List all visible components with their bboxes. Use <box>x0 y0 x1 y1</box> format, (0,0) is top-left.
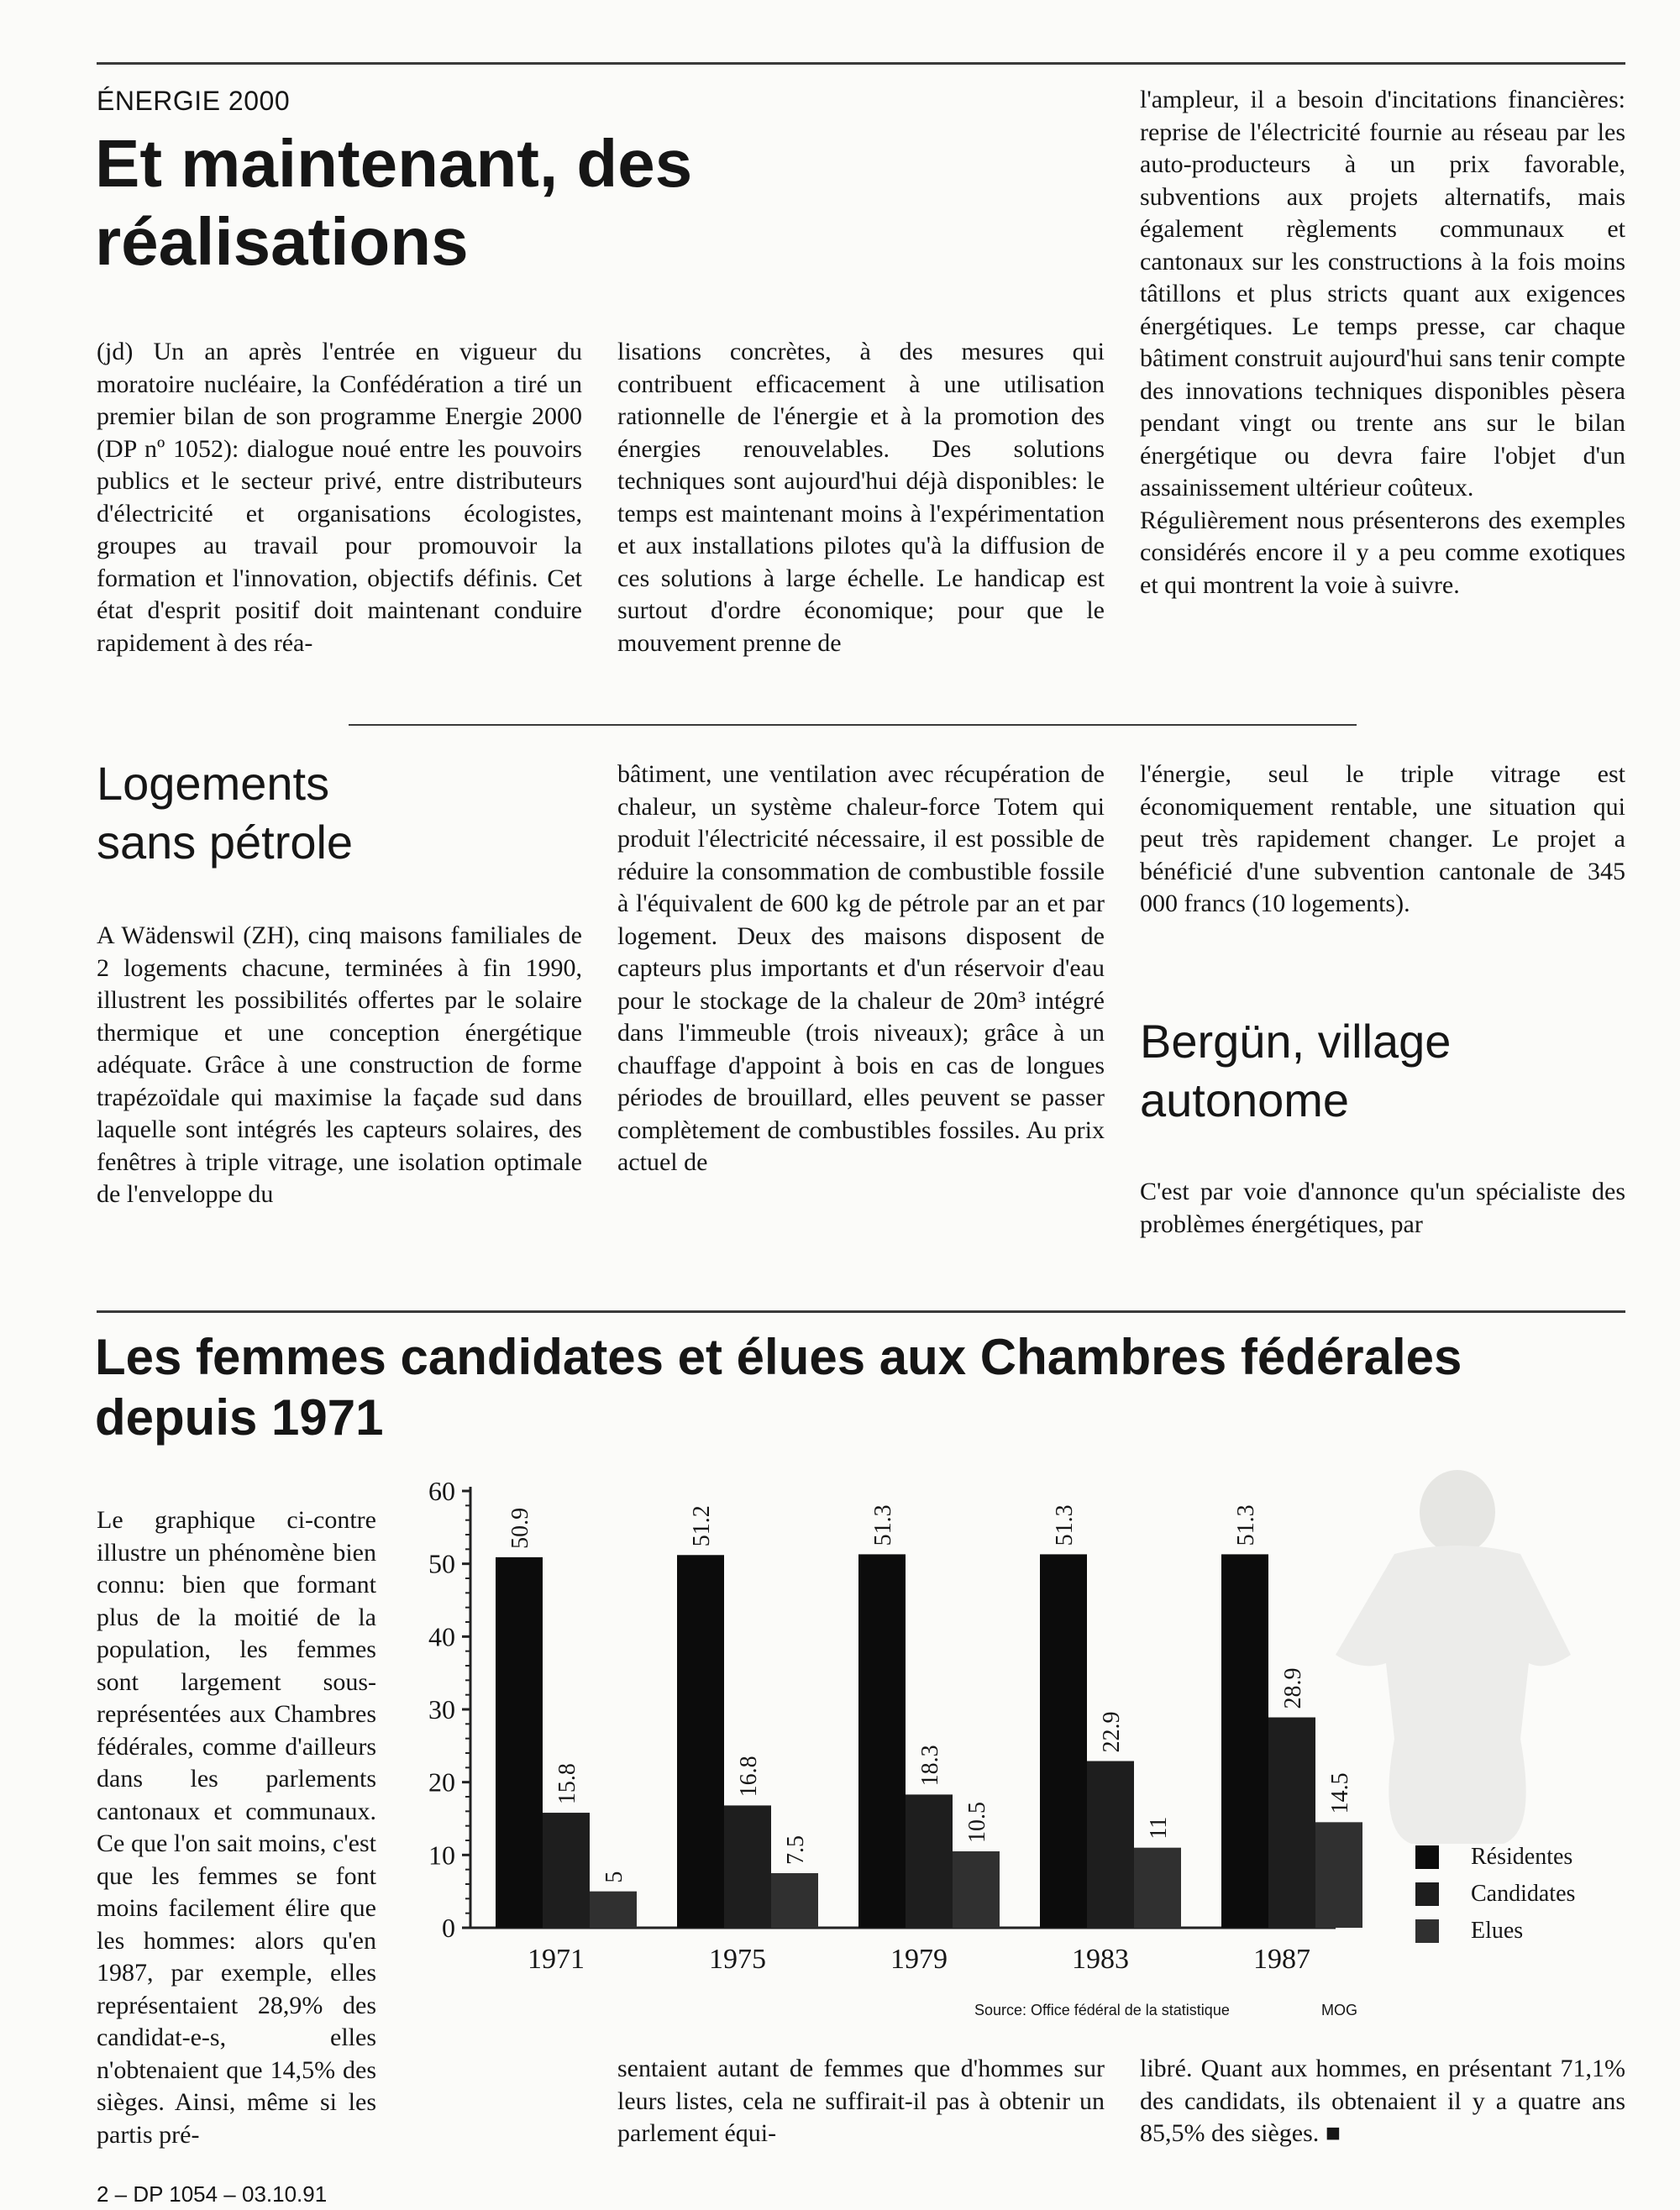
bar-value-label: 5 <box>601 1871 627 1883</box>
y-tick-label: 60 <box>428 1476 455 1506</box>
legend-item-residentes <box>1415 1844 1572 1871</box>
bar-rsidentes-1971 <box>496 1557 543 1928</box>
legend-swatch-candidates <box>1415 1882 1439 1906</box>
article2-column2 <box>617 759 1105 1179</box>
article4-sidebar <box>97 1504 376 2151</box>
article4-column2 <box>617 2053 1105 2150</box>
article1-col3-p2: Régulièrement nous présenterons des exemples considérés encore il y a peu comme exotiques et qui montrent la voie à suivre. <box>1140 506 1625 599</box>
logements-title-line2: sans pétrole <box>97 816 354 869</box>
bar-value-label: 18.3 <box>917 1745 943 1787</box>
bar-value-label: 16.8 <box>736 1756 762 1798</box>
article4-col2-text: sentaient autant de femmes que d'hommes sur leurs listes, cela ne suffirait-il pas à obtenir un parlement équi- <box>617 2055 1105 2147</box>
article2-col2-text: bâtiment, une ventilation avec récupération de chaleur, un système chaleur-force Totem qui produit l'électricité nécessaire, il est possible de réduire la consommation de combustible fossile à l'équivalent de 600 kg de pétrole par an et par logement. Deux des maisons disposent de capteurs plus importants et d'un réservoir d'eau pour le stockage de la chaleur de 20m³ intégré dans l'immeuble (trois niveaux); grâce à un chauffage d'appoint à bois en cas de longues périodes de brouillard, elles peuvent se passer complètement de combustibles fossiles. Au prix actuel de <box>617 760 1105 1176</box>
middle-rule <box>349 724 1357 726</box>
legend-swatch-elues <box>1415 1919 1439 1943</box>
legend-label-candidates: Candidates <box>1471 1881 1576 1907</box>
bar-value-label: 51.3 <box>1052 1504 1078 1546</box>
article1-column1 <box>97 336 582 659</box>
bar-value-label: 10.5 <box>964 1802 990 1843</box>
article1-col1-text: (jd) Un an après l'entrée en vigueur du moratoire nucléaire, la Confédération a tiré un premier bilan de son programme Energie 2000 (DP nº 1052): dialogue noué entre les pouvoirs publics et le secteur privé, entre distributeurs d'électricité et organisations écologistes, groupes au travail pour promouvoir la formation et l'innovation, objectifs définis. Cet état d'esprit positif doit maintenant conduire rapidement à des réa- <box>97 338 582 657</box>
bar-value-label: 51.3 <box>1233 1504 1259 1546</box>
bar-elues-1983 <box>1134 1848 1181 1928</box>
legend-item-candidates <box>1415 1881 1575 1908</box>
bar-value-label: 14.5 <box>1327 1772 1353 1814</box>
y-tick-label: 0 <box>442 1913 455 1943</box>
chart-source: Source: Office fédéral de la statistique <box>974 2002 1230 2018</box>
y-tick-label: 30 <box>428 1694 455 1724</box>
y-tick-label: 40 <box>428 1621 455 1652</box>
x-tick-label: 1971 <box>528 1944 585 1975</box>
article2-column3 <box>1140 759 1625 921</box>
bar-candidates-1983 <box>1087 1761 1134 1928</box>
bar-value-label: 50.9 <box>507 1507 533 1549</box>
article-title-line1: Et maintenant, des <box>95 126 693 201</box>
y-tick-label: 20 <box>428 1766 455 1798</box>
page-footer: 2 – DP 1054 – 03.10.91 <box>97 2181 328 2207</box>
article2-col3-text: l'énergie, seul le triple vitrage est économiquement rentable, une situation qui peut très rapidement changer. Le projet a bénéficié d'une subvention cantonale de 345 000 francs (10 logements). <box>1140 760 1625 917</box>
article1-column3 <box>1140 84 1625 601</box>
section-kicker: ÉNERGIE 2000 <box>97 86 291 116</box>
bergun-title-line1: Bergün, village <box>1140 1015 1452 1068</box>
bar-elues-1971 <box>590 1892 637 1928</box>
article-title-line2: réalisations <box>95 204 469 279</box>
bar-value-label: 22.9 <box>1099 1711 1125 1753</box>
article1-col3-p1: l'ampleur, il a besoin d'incitations financières: reprise de l'électricité fournie au réseau par les auto-producteurs à un prix favorable, subventions aux projets alternatifs, mais également règlements communaux et cantonaux sur les constructions à la fois moins tâtillons et plus stricts quant aux exigences énergétiques. Le temps presse, car chaque bâtiment construit aujourd'hui sans tenir compte des innovations techniques disponibles pèsera pendant vingt ou trente ans sur le bilan énergétique ou devra faire l'objet d'un assainissement ultérieur coûteux. <box>1140 86 1625 501</box>
bar-candidates-1971 <box>543 1813 590 1928</box>
bar-candidates-1979 <box>906 1794 953 1928</box>
bar-rsidentes-1975 <box>677 1555 724 1928</box>
bar-elues-1975 <box>771 1873 818 1928</box>
femmes-title-line2: depuis 1971 <box>95 1389 384 1446</box>
article-title <box>95 124 692 281</box>
bar-value-label: 11 <box>1146 1816 1172 1840</box>
bar-chart <box>395 1466 1680 2037</box>
bar-candidates-1975 <box>724 1805 771 1928</box>
y-tick-label: 50 <box>428 1548 455 1579</box>
lower-rule <box>97 1310 1625 1313</box>
bergun-title-line2: autonome <box>1140 1074 1350 1126</box>
x-tick-label: 1983 <box>1072 1944 1129 1975</box>
article3-text: C'est par voie d'annonce qu'un spécialiste des problèmes énergétiques, par <box>1140 1178 1625 1238</box>
chart-credit: MOG <box>1321 2002 1357 2018</box>
article4-col3-text: libré. Quant aux hommes, en présentant 71,1% des candidats, ils obtenaient il y a quatre ans 85,5% des sièges. ■ <box>1140 2055 1625 2147</box>
article4-sidebar-text: Le graphique ci-contre illustre un phénomène bien connu: bien que formant plus de la moitié de la population, les femmes sont largement sous-représentées aux Chambres fédérales, comme d'ailleurs dans les parlements cantonaux et communaux. Ce que l'on sait moins, c'est que les femmes se font moins facilement élire que les hommes: alors qu'en 1987, par exemple, elles représentaient 28,9% des candidat-e-s, elles n'obtenaient que 14,5% des sièges. Ainsi, même si les partis pré- <box>97 1506 376 2149</box>
bar-elues-1979 <box>953 1851 1000 1928</box>
femmes-title-line1: Les femmes candidates et élues aux Chambres fédérales <box>95 1329 1462 1385</box>
bar-value-label: 15.8 <box>554 1763 580 1805</box>
legend-label-residentes: Résidentes <box>1471 1844 1573 1870</box>
logements-title-line1: Logements <box>97 757 330 810</box>
article4-column3 <box>1140 2053 1625 2150</box>
article2-column1 <box>97 920 582 1211</box>
bar-candidates-1987 <box>1268 1718 1315 1928</box>
bar-value-label: 51.3 <box>870 1504 896 1546</box>
bar-elues-1987 <box>1315 1822 1362 1928</box>
top-rule <box>97 62 1625 65</box>
x-tick-label: 1975 <box>709 1944 766 1975</box>
x-tick-label: 1979 <box>890 1944 948 1975</box>
femmes-title <box>95 1327 1462 1448</box>
article2-col1-text: A Wädenswil (ZH), cinq maisons familiales de 2 logements chacune, terminées à fin 1990, illustrent les possibilités offertes par le solaire thermique et une conception énergétique adéquate. Grâce à une construction de forme trapézoïdale qui maximise la façade sud dans laquelle sont intégrés les capteurs solaires, des fenêtres à triple vitrage, une isolation optimale de l'enveloppe du <box>97 921 582 1208</box>
bar-rsidentes-1979 <box>858 1554 906 1928</box>
bar-value-label: 28.9 <box>1280 1667 1306 1709</box>
x-tick-label: 1987 <box>1253 1944 1310 1975</box>
y-tick-label: 10 <box>428 1840 455 1871</box>
bergun-title <box>1140 1012 1451 1130</box>
article3-column <box>1140 1176 1625 1241</box>
article1-column2 <box>617 336 1105 659</box>
logements-title <box>97 754 353 872</box>
legend-swatch-residentes <box>1415 1845 1439 1869</box>
bar-rsidentes-1987 <box>1221 1554 1268 1928</box>
legend-label-elues: Elues <box>1471 1918 1524 1944</box>
bar-value-label: 7.5 <box>783 1835 809 1865</box>
bar-value-label: 51.2 <box>689 1505 715 1547</box>
legend-item-elues <box>1415 1918 1523 1945</box>
bar-rsidentes-1983 <box>1040 1554 1087 1928</box>
article1-col2-text: lisations concrètes, à des mesures qui contribuent efficacement à une utilisation rationnelle de l'énergie et à la promotion des énergies renouvelables. Des solutions techniques sont aujourd'hui déjà disponibles: le temps est maintenant moins à l'expérimentation et aux installations pilotes qu'à la diffusion de ces solutions à large échelle. Le handicap est surtout d'ordre économique; pour que le mouvement prenne de <box>617 338 1105 657</box>
